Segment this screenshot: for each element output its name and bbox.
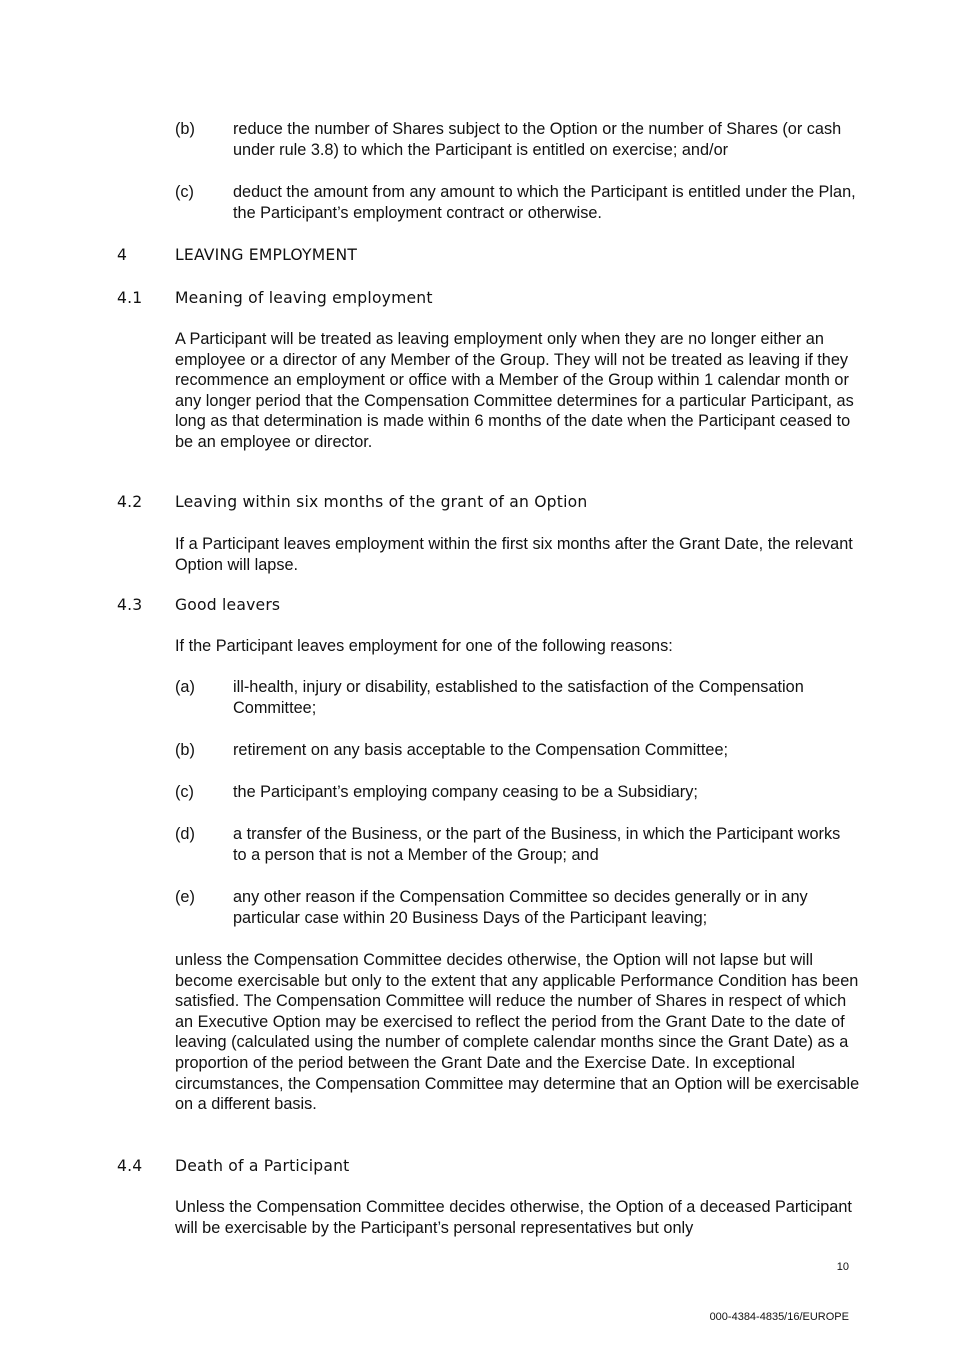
paragraph: unless the Compensation Committee decides otherwise, the Option will not lapse but will become exercisable but only to the extent that any applicable Performance Condition has been satisfied. The Compensation Committee will reduce the number of Shares in respect of which an Executive Option may be exercised to reflect the period from the Grant Date to the date of leaving (calculated using the number of complete calendar months since the Grant Date) as a proportion of the period between the Grant Date and the Exercise Date. In exceptional circumstances, the Compensation Committee may determine that an Option will be exercisable on a different basis.: [175, 951, 860, 1114]
subsection-title: Meaning of leaving employment: [175, 289, 433, 307]
list-item-label: (b): [175, 120, 195, 138]
list-item-label: (d): [175, 825, 195, 843]
list-item-label: (c): [175, 783, 194, 801]
list-item-text: the Participant’s employing company ceasing to be a Subsidiary;: [233, 783, 698, 801]
list-item-text: ill-health, injury or disability, established to the satisfaction of the Compensation Committee;: [233, 678, 804, 717]
section-title: LEAVING EMPLOYMENT: [175, 246, 358, 264]
subsection-number: 4.4: [117, 1157, 143, 1175]
section-number: 4: [117, 246, 128, 264]
list-item-text: deduct the amount from any amount to which the Participant is entitled under the Plan, the Participant’s employment contract or otherwise.: [233, 183, 856, 222]
paragraph: If a Participant leaves employment within the first six months after the Grant Date, the relevant Option will lapse.: [175, 535, 853, 574]
list-item-label: (a): [175, 678, 195, 696]
list-item-text: a transfer of the Business, or the part of the Business, in which the Participant works to a person that is not a Member of the Group; and: [233, 825, 841, 864]
list-item-label: (e): [175, 888, 195, 906]
paragraph: If the Participant leaves employment for one of the following reasons:: [175, 637, 673, 655]
document-reference: 000-4384-4835/16/EUROPE: [709, 1311, 849, 1323]
subsection-title: Leaving within six months of the grant of an Option: [175, 493, 588, 511]
list-item-text: any other reason if the Compensation Committee so decides generally or in any particular case within 20 Business Days of the Participant leaving;: [233, 888, 808, 927]
page-number: 10: [836, 1261, 849, 1273]
list-item-label: (b): [175, 741, 195, 759]
subsection-title: Good leavers: [175, 596, 281, 614]
subsection-title: Death of a Participant: [175, 1157, 350, 1175]
subsection-number: 4.1: [117, 289, 143, 307]
subsection-number: 4.2: [117, 493, 143, 511]
list-item-text: retirement on any basis acceptable to the Compensation Committee;: [233, 741, 729, 759]
paragraph: Unless the Compensation Committee decides otherwise, the Option of a deceased Participant will be exercisable by the Participant’s personal representatives but only: [175, 1198, 852, 1237]
subsection-number: 4.3: [117, 596, 143, 614]
list-item-text: reduce the number of Shares subject to the Option or the number of Shares (or cash under rule 3.8) to which the Participant is entitled on exercise; and/or: [233, 120, 842, 159]
list-item-label: (c): [175, 183, 194, 201]
paragraph: A Participant will be treated as leaving employment only when they are no longer either an employee or a director of any Member of the Group. They will not be treated as leaving if they recommence an employment or office with a Member of the Group within 1 calendar month or any longer period that the Compensation Committee determines for a particular Participant, as long as that determination is made within 6 months of the date when the Participant ceased to be an employee or director.: [175, 330, 854, 451]
